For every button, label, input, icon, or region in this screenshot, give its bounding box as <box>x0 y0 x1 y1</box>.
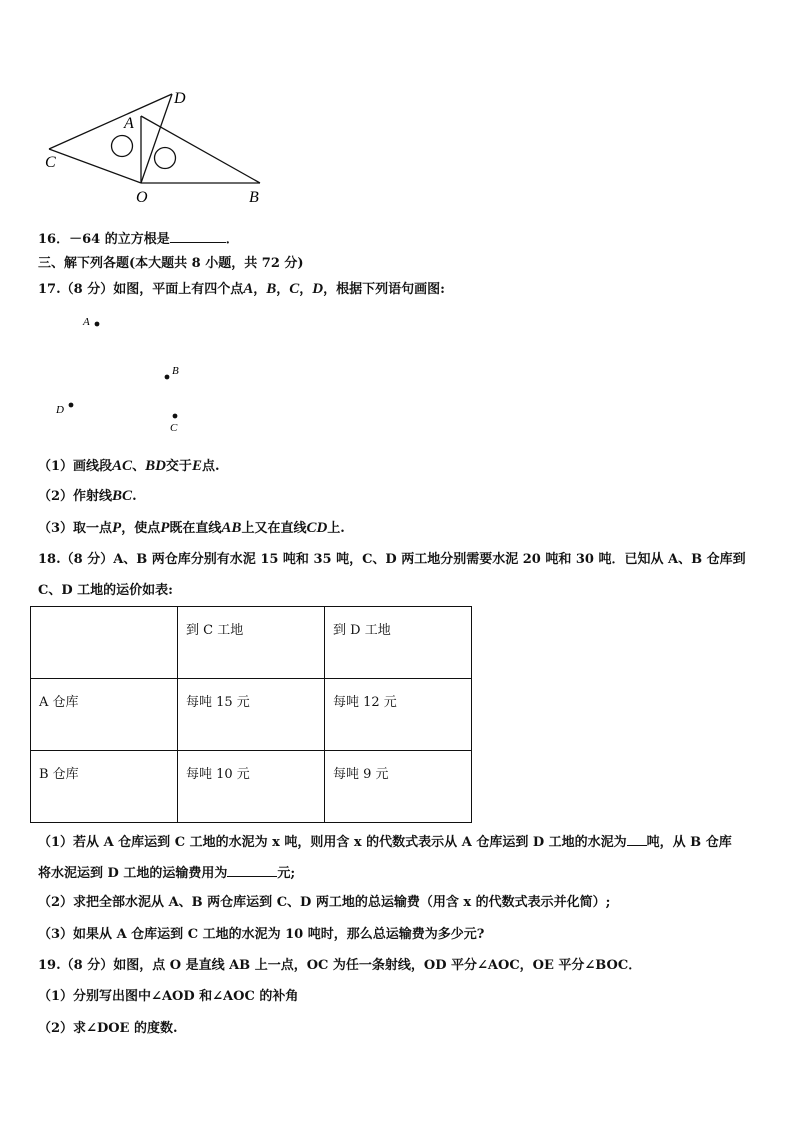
table-cell: A 仓库 <box>31 679 178 751</box>
q17-sub2-text: （2）作射线 <box>38 489 113 504</box>
q18-sub1-text-d: 元; <box>277 866 296 881</box>
q18-sub1-text-a: （1）若从 A 仓库运到 C 工地的水泥为 x 吨，则用含 x 的代数式表示从 A 仓库运到 D 工地的水泥为 <box>38 835 627 850</box>
q17-seg-AC: AC <box>112 458 133 474</box>
q18-sub1-line2 <box>38 863 295 883</box>
q17-tail: ，根据下列语句画图: <box>323 282 445 297</box>
q17-sub3 <box>38 519 345 538</box>
q17-line-CD: CD <box>306 520 328 536</box>
dot-D <box>69 403 74 408</box>
table-row <box>31 679 472 751</box>
dot-C <box>173 414 178 419</box>
q17-seg-BD: BD <box>145 458 166 474</box>
q17-point-E: E <box>191 458 202 474</box>
q17-sub3-mid3: 上又在直线 <box>241 521 307 536</box>
segment-CO <box>49 149 141 183</box>
triangle-hole-left <box>112 136 133 157</box>
q18-sub1-text-b: 吨，从 B 仓库 <box>646 835 732 850</box>
q16-end: ． <box>225 232 239 247</box>
table-cell: 到 D 工地 <box>325 607 472 679</box>
table-cell: 每吨 15 元 <box>178 679 325 751</box>
q17-sub1-mid: 、 <box>132 459 146 474</box>
q18-line1: 18.（8 分）A、B 两仓库分别有水泥 15 吨和 35 吨，C、D 两工地分别需要水泥 20 吨和 30 吨．已知从 A、B 仓库到 <box>38 552 746 567</box>
q18-sub2: （2）求把全部水泥从 A、B 两仓库运到 C、D 两工地的总运输费（用含 x 的代数式表示并化简）; <box>38 895 611 910</box>
q17-sep: ， <box>299 282 313 297</box>
q17-ray-BC: BC <box>112 488 133 504</box>
table-cell: 每吨 9 元 <box>325 751 472 823</box>
table-cell: 到 C 工地 <box>178 607 325 679</box>
top-figure <box>40 85 280 210</box>
q17-sub3-text: （3）取一点 <box>38 521 113 536</box>
q17-point-B: B <box>266 281 277 297</box>
q17-sub1-mid2: 交于 <box>165 459 192 474</box>
q17-line-AB: AB <box>221 520 242 536</box>
table-cell <box>31 607 178 679</box>
q17-sub3-mid: ，使点 <box>121 521 161 536</box>
label-A: A <box>124 115 134 132</box>
triangle-hole-right <box>155 148 176 169</box>
table-cell: 每吨 10 元 <box>178 751 325 823</box>
q18-sub3: （3）如果从 A 仓库运到 C 工地的水泥为 10 吨时，那么总运输费为多少元? <box>38 927 485 942</box>
q17-sub1-text: （1）画线段 <box>38 459 113 474</box>
q17-sub1-end: 点. <box>201 459 220 474</box>
label-C: C <box>45 154 56 171</box>
q19-sub1: （1）分别写出图中∠AOD 和∠AOC 的补角 <box>38 989 299 1004</box>
q18-sub1-text-c: 将水泥运到 D 工地的运输费用为 <box>38 866 228 881</box>
q18-line2: C、D 工地的运价如表: <box>38 583 173 598</box>
q17-sep: ， <box>253 282 267 297</box>
q17-point-C: C <box>289 281 300 297</box>
q17-sub3-mid2: 既在直线 <box>169 521 222 536</box>
q18-answer-blank-1 <box>627 832 647 846</box>
label-B: B <box>172 365 179 377</box>
q19-line1: 19.（8 分）如图，点 O 是直线 AB 上一点，OC 为任一条射线，OD 平分∠AOC，OE 平分∠BOC． <box>38 958 642 973</box>
freight-table <box>30 606 472 823</box>
q16-text: 16．－64 的立方根是 <box>38 232 170 247</box>
q17-point-D: D <box>312 281 324 297</box>
table-cell: B 仓库 <box>31 751 178 823</box>
label-D: D <box>56 404 64 416</box>
q18-answer-blank-2 <box>227 863 277 877</box>
q17-sub1 <box>38 457 219 476</box>
q18-sub1-line1 <box>38 832 732 852</box>
q17-point-P2: P <box>160 520 170 536</box>
q17-sub3-end: 上. <box>327 521 345 536</box>
q17-points-figure <box>50 308 210 438</box>
q17-sep: ， <box>276 282 290 297</box>
q17-sub2 <box>38 487 137 506</box>
label-C: C <box>170 422 178 434</box>
label-D: D <box>174 90 186 107</box>
question-17 <box>38 280 445 299</box>
q17-point-A: A <box>243 281 254 297</box>
label-B: B <box>249 189 259 206</box>
dot-B <box>165 375 170 380</box>
segment-OD <box>141 94 172 183</box>
table-row <box>31 751 472 823</box>
label-O: O <box>136 189 148 206</box>
dot-A <box>95 322 100 327</box>
q17-point-P: P <box>112 520 122 536</box>
q16-answer-blank <box>170 229 226 243</box>
segment-CD <box>49 94 172 149</box>
q17-intro: 17.（8 分）如图，平面上有四个点 <box>38 282 244 297</box>
label-A: A <box>83 316 90 328</box>
q19-sub2: （2）求∠DOE 的度数. <box>38 1021 178 1036</box>
section-3-title: 三、解下列各题(本大题共 8 小题，共 72 分) <box>38 256 304 271</box>
table-header-row <box>31 607 472 679</box>
question-16 <box>38 229 239 249</box>
table-cell: 每吨 12 元 <box>325 679 472 751</box>
q17-sub2-end: . <box>132 489 137 504</box>
